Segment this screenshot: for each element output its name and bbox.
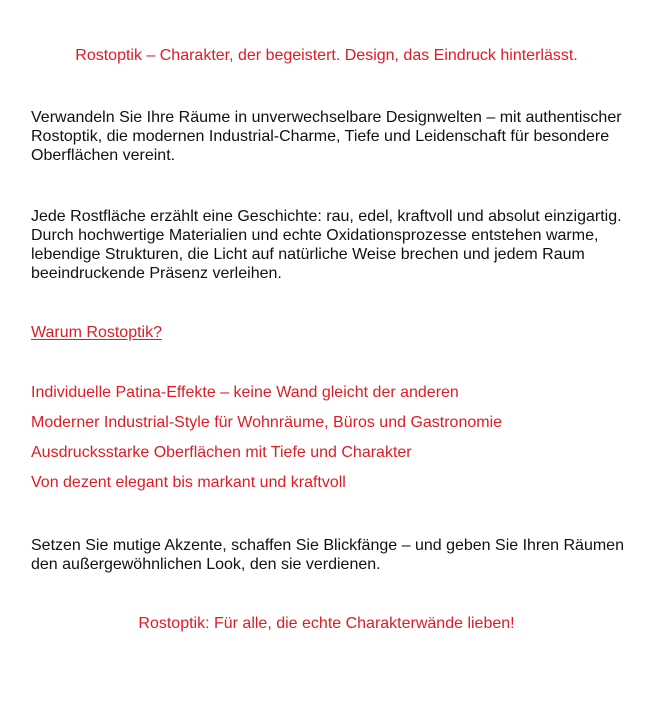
headline: Rostoptik – Charakter, der begeistert. Design, das Eindruck hinterlässt. [75, 47, 578, 64]
closing-line: Rostoptik: Für alle, die echte Charakterwände lieben! [138, 615, 515, 632]
feature-item: Ausdrucksstarke Oberflächen mit Tiefe und Charakter [31, 444, 412, 461]
feature-item: Von dezent elegant bis markant und kraftvoll [31, 474, 346, 491]
feature-item: Individuelle Patina-Effekte – keine Wand gleicht der anderen [31, 384, 459, 401]
story-paragraph: Jede Rostfläche erzählt eine Geschichte: rau, edel, kraftvoll und absolut einzigartig. Durch hochwertige Materialien und echte Oxidationsprozesse entstehen warme, lebendige Strukturen, die Licht auf natürliche Weise brechen und jedem Raum beeindruckende Präsenz verleihen. [31, 208, 622, 282]
feature-item: Moderner Industrial-Style für Wohnräume, Büros und Gastronomie [31, 414, 503, 431]
feature-list [31, 383, 502, 503]
cta-paragraph: Setzen Sie mutige Akzente, schaffen Sie Blickfänge – und geben Sie Ihren Räumen den außergewöhnlichen Look, den sie verdienen. [31, 537, 624, 573]
intro-paragraph: Verwandeln Sie Ihre Räume in unverwechselbare Designwelten – mit authentischer Rostoptik, die modernen Industrial-Charme, Tiefe und Leidenschaft für besondere Oberflächen vereint. [31, 109, 622, 164]
why-rostoptik-link[interactable]: Warum Rostoptik? [31, 324, 162, 341]
